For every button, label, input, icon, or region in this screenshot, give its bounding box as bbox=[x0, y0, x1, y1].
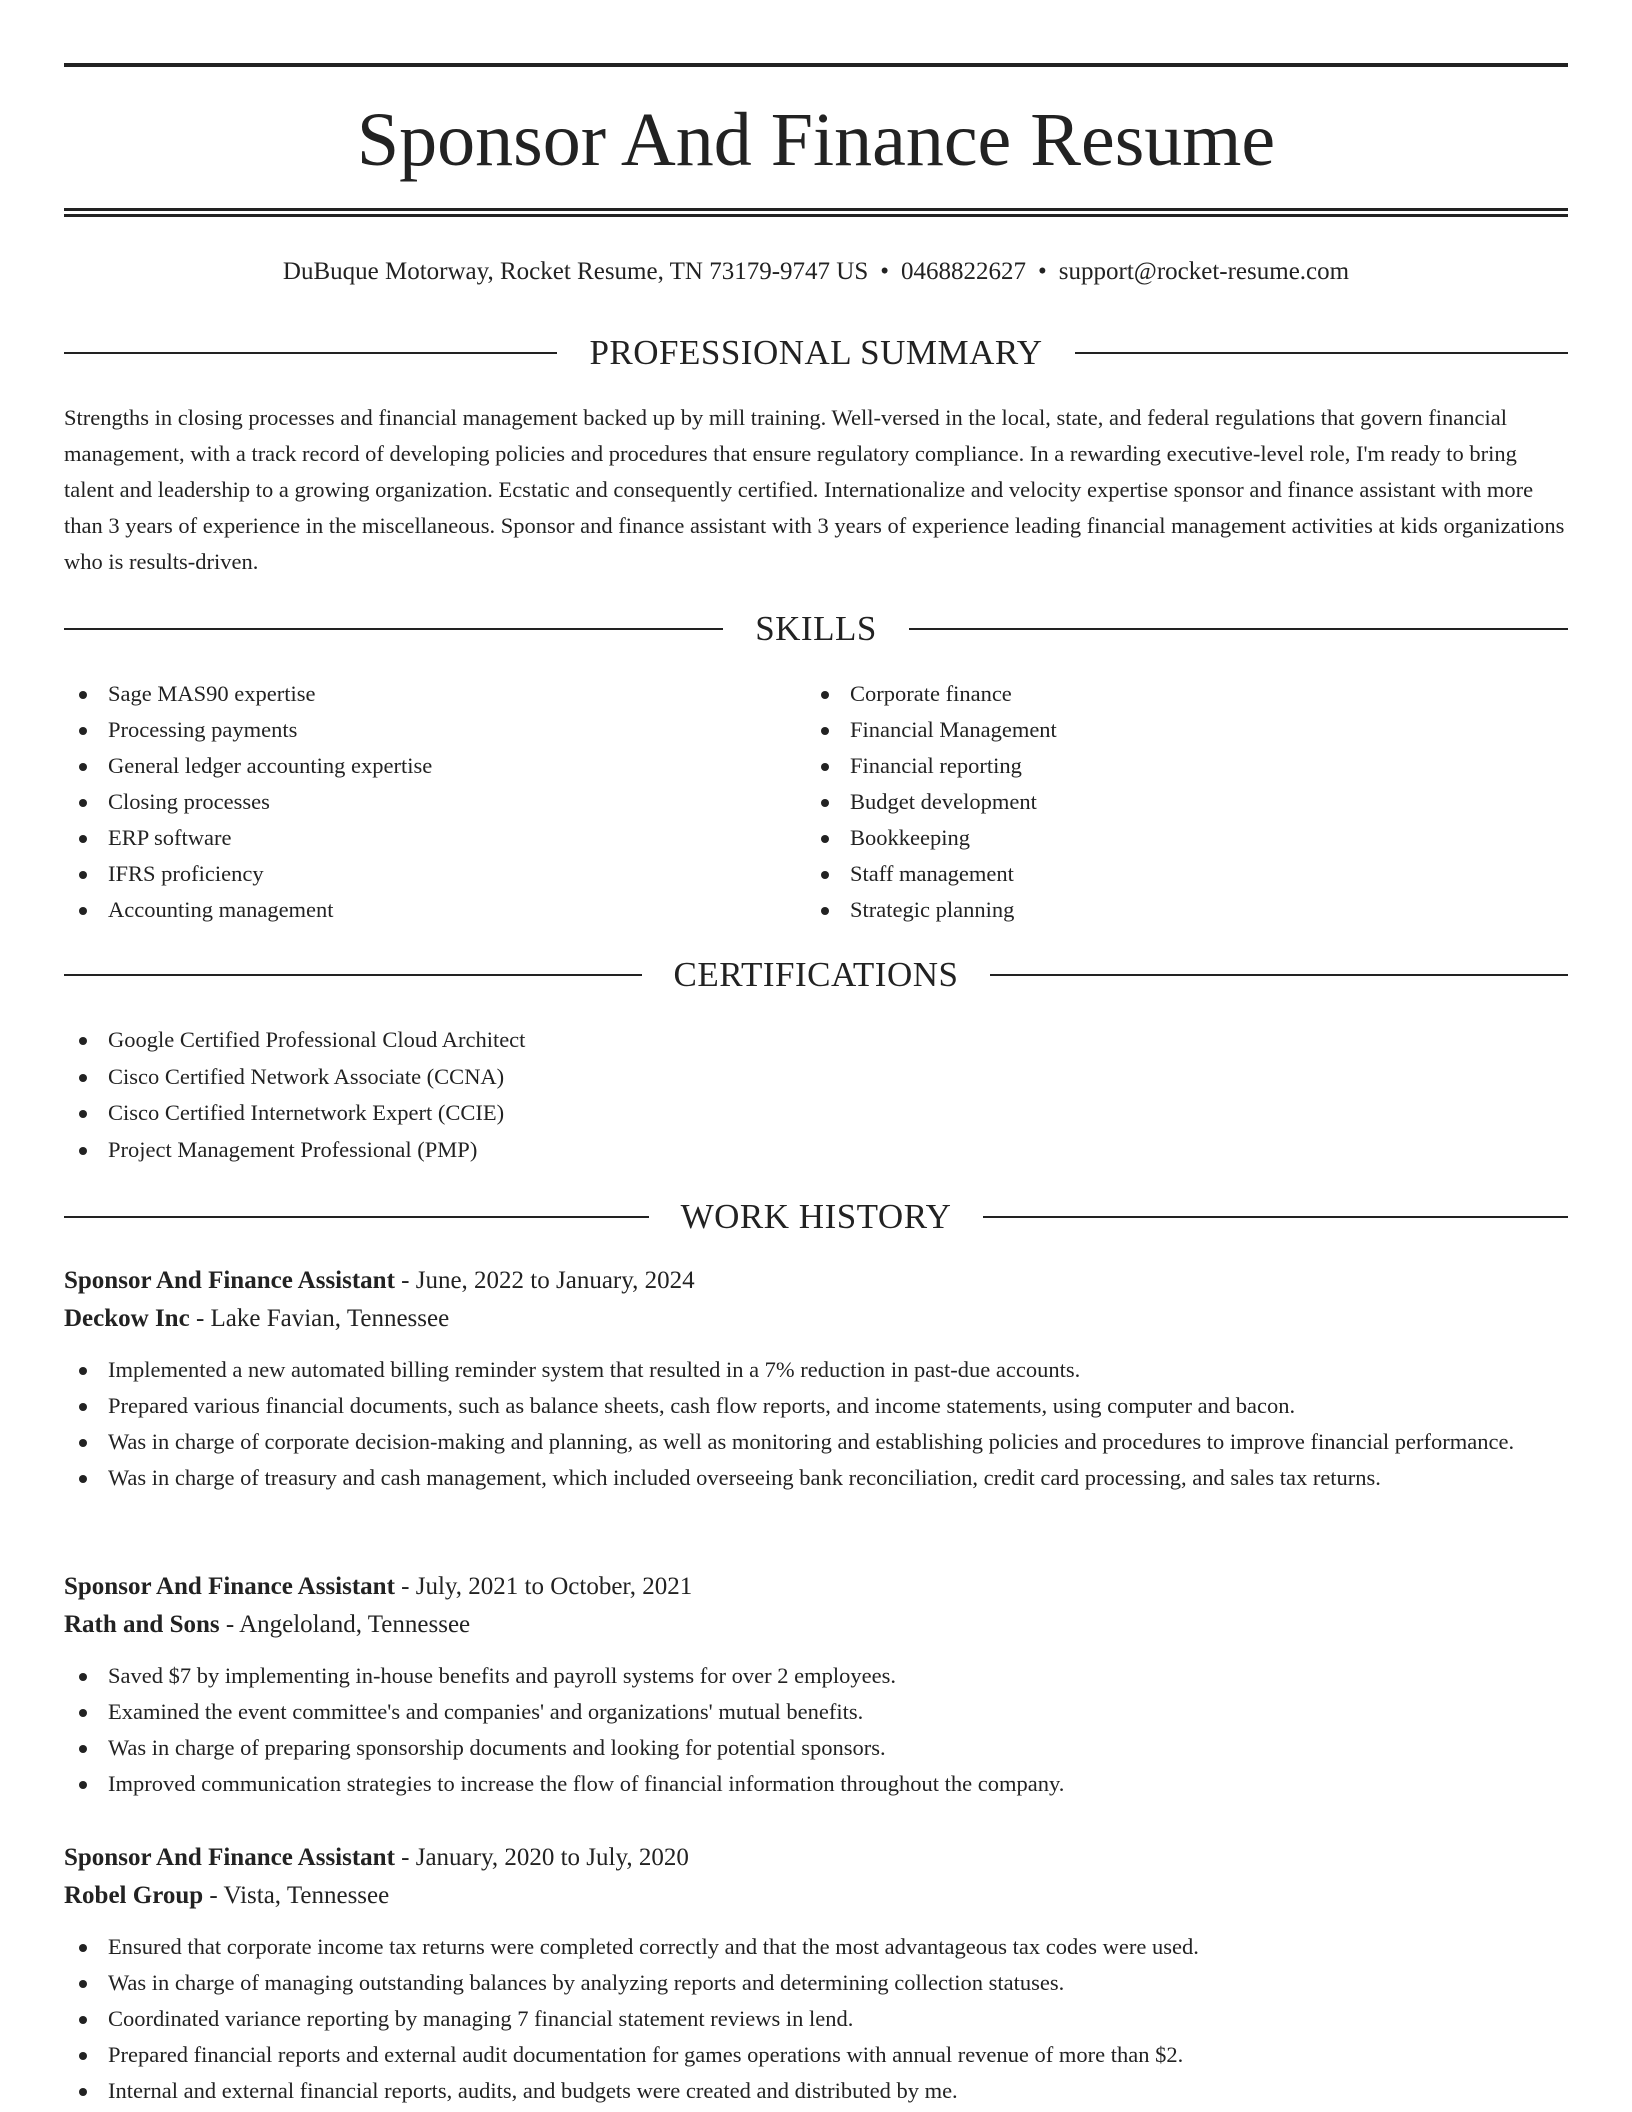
certifications-list bbox=[64, 1022, 1568, 1169]
skill-item: Sage MAS90 expertise bbox=[64, 676, 764, 712]
job-bullets bbox=[64, 1352, 1568, 1496]
heading-rule-left bbox=[64, 974, 642, 976]
heading-rule-right bbox=[1075, 352, 1568, 354]
job-bullet: Was in charge of preparing sponsorship documents and looking for potential sponsors. bbox=[64, 1730, 1568, 1766]
job-location: - Angeloland, Tennessee bbox=[219, 1611, 471, 1638]
section-heading-summary bbox=[64, 331, 1568, 375]
job-bullet: Was in charge of treasury and cash management, which included overseeing bank reconciliation, credit card processing, and sales tax returns. bbox=[64, 1460, 1568, 1496]
job-entry bbox=[64, 1839, 1568, 2109]
job-company: Deckow Inc bbox=[64, 1305, 190, 1332]
skill-item: Staff management bbox=[806, 856, 1506, 892]
job-title: Sponsor And Finance Assistant bbox=[64, 1573, 395, 1600]
skill-item: Strategic planning bbox=[806, 892, 1506, 928]
certification-item: Cisco Certified Network Associate (CCNA) bbox=[64, 1059, 1568, 1096]
title-double-rule bbox=[64, 208, 1568, 217]
contact-email: support@rocket-resume.com bbox=[1058, 258, 1350, 285]
job-dates: - July, 2021 to October, 2021 bbox=[394, 1573, 693, 1600]
heading-rule-right bbox=[909, 628, 1568, 630]
certification-item: Cisco Certified Internetwork Expert (CCIE) bbox=[64, 1095, 1568, 1132]
job-role-line bbox=[64, 1568, 1568, 1606]
skill-item: ERP software bbox=[64, 820, 764, 856]
job-bullets bbox=[64, 1658, 1568, 1802]
summary-paragraph: Strengths in closing processes and financial management backed up by mill training. Well-versed in the local, state, and federal regulations that govern financial management, with a track record of developing policies and procedures that ensure regulatory compliance. In a rewarding executive-level role, I'm ready to bring talent and leadership to a growing organization. Ecstatic and consequently certified. Internationalize and velocity expertise sponsor and finance assistant with more than 3 years of experience in the miscellaneous. Sponsor and finance assistant with 3 years of experience leading financial management activities at kids organizations who is results-driven. bbox=[64, 405, 1565, 574]
resume-title: Sponsor And Finance Resume bbox=[356, 98, 1276, 182]
job-company: Rath and Sons bbox=[64, 1611, 220, 1638]
section-heading-skills bbox=[64, 607, 1568, 651]
job-bullets bbox=[64, 1929, 1568, 2109]
job-title: Sponsor And Finance Assistant bbox=[64, 1844, 395, 1871]
section-heading-work-history bbox=[64, 1195, 1568, 1239]
job-bullet: Ensured that corporate income tax returns were completed correctly and that the most advantageous tax codes were used. bbox=[64, 1929, 1568, 1965]
job-bullet: Implemented a new automated billing reminder system that resulted in a 7% reduction in past-due accounts. bbox=[64, 1352, 1568, 1388]
section-heading-certifications bbox=[64, 953, 1568, 997]
job-role-line bbox=[64, 1262, 1568, 1300]
job-role-line bbox=[64, 1839, 1568, 1877]
job-company-line bbox=[64, 1877, 1568, 1915]
contact-separator: • bbox=[880, 258, 890, 285]
contact-address: DuBuque Motorway, Rocket Resume, TN 73179-9747 US bbox=[282, 258, 869, 285]
contact-phone: 0468822627 bbox=[901, 258, 1027, 285]
job-company-line bbox=[64, 1300, 1568, 1338]
job-bullet: Internal and external financial reports, audits, and budgets were created and distributed by me. bbox=[64, 2073, 1568, 2109]
job-location: - Vista, Tennessee bbox=[203, 1882, 390, 1909]
heading-rule-right bbox=[990, 974, 1568, 976]
certification-item: Google Certified Professional Cloud Architect bbox=[64, 1022, 1568, 1059]
top-rule bbox=[64, 63, 1568, 67]
contact-line bbox=[64, 254, 1568, 290]
job-bullet: Prepared various financial documents, such as balance sheets, cash flow reports, and income statements, using computer and bacon. bbox=[64, 1388, 1568, 1424]
skill-item: Closing processes bbox=[64, 784, 764, 820]
skills-list-right bbox=[806, 676, 1506, 928]
job-company-line bbox=[64, 1606, 1568, 1644]
skill-item: Corporate finance bbox=[806, 676, 1506, 712]
job-company: Robel Group bbox=[64, 1882, 204, 1909]
job-bullet: Coordinated variance reporting by managing 7 financial statement reviews in lend. bbox=[64, 2001, 1568, 2037]
skill-item: IFRS proficiency bbox=[64, 856, 764, 892]
heading-rule-left bbox=[64, 1216, 649, 1218]
job-bullet: Was in charge of managing outstanding balances by analyzing reports and determining collection statuses. bbox=[64, 1965, 1568, 2001]
skill-item: General ledger accounting expertise bbox=[64, 748, 764, 784]
heading-rule-left bbox=[64, 628, 723, 630]
job-location: - Lake Favian, Tennessee bbox=[189, 1305, 450, 1332]
skill-item: Accounting management bbox=[64, 892, 764, 928]
contact-separator: • bbox=[1038, 258, 1047, 285]
section-title: CERTIFICATIONS bbox=[673, 955, 959, 994]
section-title: WORK HISTORY bbox=[680, 1197, 952, 1236]
job-bullet: Was in charge of corporate decision-making and planning, as well as monitoring and establishing policies and procedures to improve financial performance. bbox=[64, 1424, 1568, 1460]
job-bullet: Saved $7 by implementing in-house benefits and payroll systems for over 2 employees. bbox=[64, 1658, 1568, 1694]
job-dates: - June, 2022 to January, 2024 bbox=[394, 1267, 695, 1294]
heading-rule-left bbox=[64, 352, 557, 354]
job-entry bbox=[64, 1262, 1568, 1496]
skills-list-left bbox=[64, 676, 764, 928]
skill-item: Processing payments bbox=[64, 712, 764, 748]
skill-item: Financial reporting bbox=[806, 748, 1506, 784]
job-bullet: Examined the event committee's and companies' and organizations' mutual benefits. bbox=[64, 1694, 1568, 1730]
skill-item: Financial Management bbox=[806, 712, 1506, 748]
job-dates: - January, 2020 to July, 2020 bbox=[394, 1844, 689, 1871]
job-bullet: Prepared financial reports and external audit documentation for games operations with annual revenue of more than $2. bbox=[64, 2037, 1568, 2073]
skill-item: Bookkeeping bbox=[806, 820, 1506, 856]
certification-item: Project Management Professional (PMP) bbox=[64, 1132, 1568, 1169]
job-title: Sponsor And Finance Assistant bbox=[64, 1267, 395, 1294]
skill-item: Budget development bbox=[806, 784, 1506, 820]
job-entry bbox=[64, 1568, 1568, 1802]
section-title: SKILLS bbox=[755, 609, 877, 648]
section-title: PROFESSIONAL SUMMARY bbox=[589, 333, 1043, 372]
heading-rule-right bbox=[983, 1216, 1568, 1218]
job-bullet: Improved communication strategies to increase the flow of financial information throughout the company. bbox=[64, 1766, 1568, 1802]
